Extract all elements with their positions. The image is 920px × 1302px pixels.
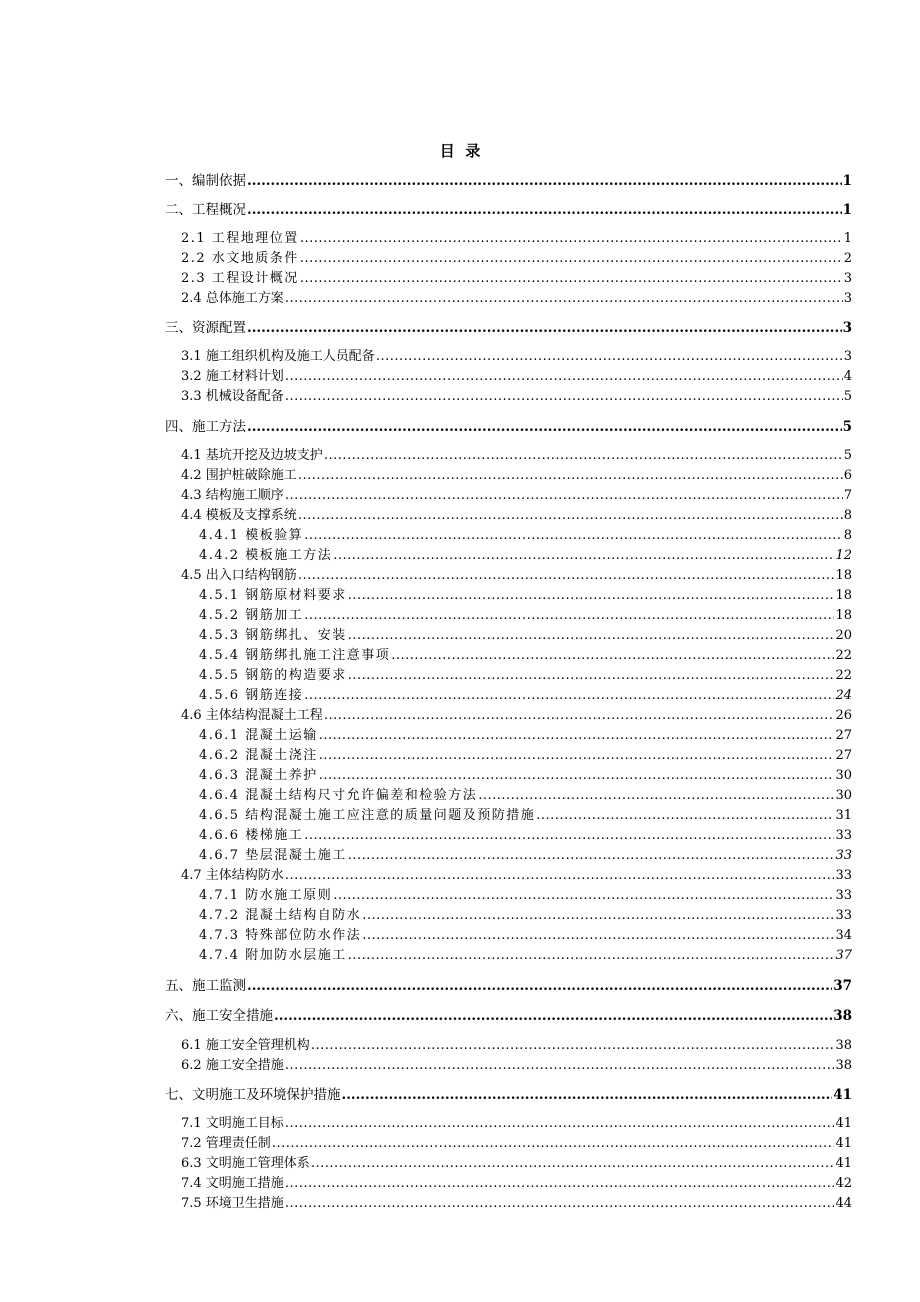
toc-entry-4-6-3[interactable] xyxy=(199,766,852,786)
toc-entry-page: 5 xyxy=(842,419,852,435)
toc-entry-7-1[interactable] xyxy=(181,1114,852,1134)
toc-entry-page: 41 xyxy=(835,1136,852,1151)
dot-leader xyxy=(285,1056,835,1076)
toc-entry-4-5-2[interactable] xyxy=(199,606,852,626)
toc-entry-label: 2.1 工程地理位置 xyxy=(181,231,299,246)
toc-entry-label: 4.6.3 混凝土养护 xyxy=(199,768,318,783)
toc-entry-4-2[interactable] xyxy=(181,466,852,486)
toc-title-text: 目 录 xyxy=(439,142,481,160)
dot-leader xyxy=(285,289,843,309)
toc-entry-1[interactable] xyxy=(165,171,852,191)
toc-entry-page: 30 xyxy=(835,768,852,783)
toc-entry-label: 4.1 基坑开挖及边坡支护 xyxy=(181,448,323,463)
dot-leader xyxy=(348,666,835,686)
toc-entry-page: 2 xyxy=(843,251,852,266)
toc-entry-label: 4.5.6 钢筋连接 xyxy=(199,688,304,703)
toc-entry-label: 4.6 主体结构混凝土工程 xyxy=(181,708,323,723)
dot-leader xyxy=(300,229,843,249)
toc-entry-label: 4.6.4 混凝土结构尺寸允许偏差和检验方法 xyxy=(199,788,478,803)
toc-entry-4-5-3[interactable] xyxy=(199,626,852,646)
toc-entry-page: 27 xyxy=(835,748,852,763)
dot-leader xyxy=(285,367,843,387)
toc-entry-page: 41 xyxy=(835,1156,852,1171)
toc-entry-7-5[interactable] xyxy=(181,1194,852,1214)
toc-entry-page: 3 xyxy=(843,291,852,306)
dot-leader xyxy=(285,1174,835,1194)
toc-entry-6-2[interactable] xyxy=(181,1056,852,1076)
toc-entry-label: 2.3 工程设计概况 xyxy=(181,271,299,286)
toc-entry-7-3[interactable] xyxy=(181,1154,852,1174)
toc-entry-label: 4.5 出入口结构钢筋 xyxy=(181,568,297,583)
dot-leader xyxy=(478,786,834,806)
toc-entry-label: 3.3 机械设备配备 xyxy=(181,389,284,404)
toc-entry-label: 4.5.4 钢筋绑扎施工注意事项 xyxy=(199,648,391,663)
dot-leader xyxy=(348,626,835,646)
toc-entry-label: 一、编制依据 xyxy=(165,173,246,189)
toc-entry-page: 26 xyxy=(835,708,852,723)
toc-entry-label: 4.4 模板及支撑系统 xyxy=(181,508,297,523)
toc-entry-page: 8 xyxy=(843,508,852,523)
toc-entry-label: 6.1 施工安全管理机构 xyxy=(181,1038,310,1053)
dot-leader xyxy=(285,1114,835,1134)
toc-entry-page: 22 xyxy=(835,648,852,663)
toc-entry-4-4-2[interactable] xyxy=(199,546,852,566)
dot-leader xyxy=(247,171,842,191)
toc-entry-label: 4.5.1 钢筋原材料要求 xyxy=(199,588,347,603)
toc-entry-page: 24 xyxy=(835,688,852,703)
toc-entry-page: 1 xyxy=(843,231,852,246)
toc-entry-page: 3 xyxy=(842,320,852,336)
dot-leader xyxy=(300,249,843,269)
toc-entry-label: 7.1 文明施工目标 xyxy=(181,1116,284,1131)
toc-entry-page: 38 xyxy=(835,1058,852,1073)
toc-entry-label: 六、施工安全措施 xyxy=(165,1008,273,1024)
toc-entry-page: 33 xyxy=(835,908,852,923)
toc-entry-label: 4.7.2 混凝土结构自防水 xyxy=(199,908,362,923)
toc-entry-page: 18 xyxy=(835,568,852,583)
toc-entry-3-1[interactable] xyxy=(181,347,852,367)
dot-leader xyxy=(304,606,834,626)
toc-entry-label: 4.6.1 混凝土运输 xyxy=(199,728,318,743)
toc-entry-5[interactable] xyxy=(165,976,852,996)
toc-entry-page: 5 xyxy=(843,448,852,463)
toc-entry-page: 27 xyxy=(835,728,852,743)
toc-entry-page: 31 xyxy=(835,808,852,823)
toc-entry-label: 4.5.5 钢筋的构造要求 xyxy=(199,668,347,683)
toc-entry-page: 33 xyxy=(835,848,852,863)
toc-entry-page: 33 xyxy=(835,888,852,903)
toc-entry-4-5-4[interactable] xyxy=(199,646,852,666)
toc-entry-label: 4.6.7 垫层混凝土施工 xyxy=(199,848,347,863)
toc-entry-page: 33 xyxy=(835,868,852,883)
toc-entry-page: 41 xyxy=(835,1116,852,1131)
toc-entry-page: 42 xyxy=(835,1176,852,1191)
toc-entry-label: 4.6.6 楼梯施工 xyxy=(199,828,304,843)
dot-leader xyxy=(319,766,835,786)
dot-leader xyxy=(311,1036,835,1056)
toc-entry-label: 4.3 结构施工顺序 xyxy=(181,488,284,503)
toc-entry-page: 22 xyxy=(835,668,852,683)
toc-entry-4-6-6[interactable] xyxy=(199,826,852,846)
toc-entry-page: 44 xyxy=(835,1196,852,1211)
toc-entry-page: 12 xyxy=(835,548,852,563)
toc-entry-page: 33 xyxy=(835,828,852,843)
toc-entry-4-5-6[interactable] xyxy=(199,686,852,706)
toc-entry-4-5-1[interactable] xyxy=(199,586,852,606)
toc-entry-3[interactable] xyxy=(165,318,852,338)
toc-entry-4[interactable] xyxy=(165,417,852,437)
toc-entry-page: 20 xyxy=(835,628,852,643)
dot-leader xyxy=(333,886,834,906)
dot-leader xyxy=(342,1085,833,1105)
dot-leader xyxy=(298,466,843,486)
toc-entry-label: 2.2 水文地质条件 xyxy=(181,251,299,266)
toc-entry-label: 3.1 施工组织机构及施工人员配备 xyxy=(181,349,375,364)
toc-entry-page: 7 xyxy=(843,488,852,503)
toc-entry-label: 4.4.2 模板施工方法 xyxy=(199,548,333,563)
toc-entry-page: 38 xyxy=(835,1038,852,1053)
toc-entry-4-6-7[interactable] xyxy=(199,846,852,866)
toc-entry-4-6-1[interactable] xyxy=(199,726,852,746)
toc-entry-label: 7.2 管理责任制 xyxy=(181,1136,271,1151)
toc-entry-4-7[interactable] xyxy=(181,866,852,886)
toc-entry-page: 6 xyxy=(843,468,852,483)
toc-entry-label: 6.2 施工安全措施 xyxy=(181,1058,284,1073)
toc-entry-label: 五、施工监测 xyxy=(165,978,246,994)
toc-entry-label: 6.3 文明施工管理体系 xyxy=(181,1156,310,1171)
toc-entry-page: 41 xyxy=(833,1087,852,1103)
dot-leader xyxy=(285,387,843,407)
toc-entry-4-6-2[interactable] xyxy=(199,746,852,766)
toc-entry-label: 4.5.2 钢筋加工 xyxy=(199,608,304,623)
toc-entry-label: 三、资源配置 xyxy=(165,320,246,336)
dot-leader xyxy=(536,806,834,826)
dot-leader xyxy=(247,200,842,220)
dot-leader xyxy=(247,318,842,338)
toc-entry-page: 1 xyxy=(842,202,852,218)
toc-entry-4-3[interactable] xyxy=(181,486,852,506)
toc-entry-page: 4 xyxy=(843,369,852,384)
dot-leader xyxy=(304,826,834,846)
toc-entry-7-2[interactable] xyxy=(181,1134,852,1154)
toc-entry-4-4-1[interactable] xyxy=(199,526,852,546)
dot-leader xyxy=(298,506,843,526)
toc-entry-label: 四、施工方法 xyxy=(165,419,246,435)
dot-leader xyxy=(274,1006,832,1026)
toc-entry-4-1[interactable] xyxy=(181,446,852,466)
dot-leader xyxy=(348,586,835,606)
toc-entry-page: 38 xyxy=(833,1008,852,1024)
dot-leader xyxy=(247,976,832,996)
toc-entry-3-2[interactable] xyxy=(181,367,852,387)
dot-leader xyxy=(348,846,835,866)
toc-entry-page: 18 xyxy=(835,608,852,623)
dot-leader xyxy=(247,417,842,437)
toc-entry-label: 七、文明施工及环境保护措施 xyxy=(165,1087,341,1103)
dot-leader xyxy=(285,866,835,886)
dot-leader xyxy=(304,526,843,546)
toc-entry-page: 30 xyxy=(835,788,852,803)
dot-leader xyxy=(348,946,835,966)
toc-entry-label: 4.4.1 模板验算 xyxy=(199,528,304,543)
dot-leader xyxy=(362,926,834,946)
dot-leader xyxy=(298,566,835,586)
toc-entry-7-4[interactable] xyxy=(181,1174,852,1194)
toc-entry-page: 34 xyxy=(835,928,852,943)
dot-leader xyxy=(319,726,835,746)
toc-entry-label: 7.5 环境卫生措施 xyxy=(181,1196,284,1211)
dot-leader xyxy=(362,906,834,926)
toc-entry-label: 4.7.4 附加防水层施工 xyxy=(199,948,347,963)
toc-entry-2[interactable] xyxy=(165,200,852,220)
toc-entry-4-5[interactable] xyxy=(181,566,852,586)
dot-leader xyxy=(285,1194,835,1214)
toc-entry-page: 5 xyxy=(843,389,852,404)
toc-entry-4-6-4[interactable] xyxy=(199,786,852,806)
toc-entry-page: 18 xyxy=(835,588,852,603)
toc-entry-label: 4.6.2 混凝土浇注 xyxy=(199,748,318,763)
toc-entry-label: 二、工程概况 xyxy=(165,202,246,218)
toc-entry-label: 4.6.5 结构混凝土施工应注意的质量问题及预防措施 xyxy=(199,808,536,823)
dot-leader xyxy=(272,1134,835,1154)
toc-entry-4-7-2[interactable] xyxy=(199,906,852,926)
dot-leader xyxy=(324,706,835,726)
toc-entry-2-4[interactable] xyxy=(181,289,852,309)
dot-leader xyxy=(319,746,835,766)
toc-entry-4-4[interactable] xyxy=(181,506,852,526)
toc-entry-label: 2.4 总体施工方案 xyxy=(181,291,284,306)
toc-entry-2-1[interactable] xyxy=(181,229,852,249)
toc-entry-4-6-5[interactable] xyxy=(199,806,852,826)
dot-leader xyxy=(311,1154,835,1174)
dot-leader xyxy=(391,646,834,666)
toc-entry-page: 3 xyxy=(843,349,852,364)
toc-entry-4-7-4[interactable] xyxy=(199,946,852,966)
toc-entry-page: 37 xyxy=(835,948,852,963)
toc-entry-page: 1 xyxy=(842,173,852,189)
toc-entry-4-7-3[interactable] xyxy=(199,926,852,946)
toc-entry-label: 7.4 文明施工措施 xyxy=(181,1176,284,1191)
dot-leader xyxy=(304,686,834,706)
toc-entry-6-1[interactable] xyxy=(181,1036,852,1056)
toc-entry-page: 3 xyxy=(843,271,852,286)
dot-leader xyxy=(300,269,843,289)
toc-entry-page: 8 xyxy=(843,528,852,543)
dot-leader xyxy=(333,546,834,566)
toc-entry-7[interactable] xyxy=(165,1085,852,1105)
toc-entry-label: 3.2 施工材料计划 xyxy=(181,369,284,384)
toc-entry-3-3[interactable] xyxy=(181,387,852,407)
toc-entry-2-2[interactable] xyxy=(181,249,852,269)
toc-entry-6[interactable] xyxy=(165,1006,852,1026)
dot-leader xyxy=(324,446,843,466)
toc-entry-4-5-5[interactable] xyxy=(199,666,852,686)
toc-entry-label: 4.2 围护桩破除施工 xyxy=(181,468,297,483)
toc-entry-label: 4.7.1 防水施工原则 xyxy=(199,888,333,903)
toc-entry-label: 4.7 主体结构防水 xyxy=(181,868,284,883)
toc-entry-label: 4.7.3 特殊部位防水作法 xyxy=(199,928,362,943)
toc-entry-4-6[interactable] xyxy=(181,706,852,726)
dot-leader xyxy=(285,486,843,506)
toc-entry-2-3[interactable] xyxy=(181,269,852,289)
toc-entry-4-7-1[interactable] xyxy=(199,886,852,906)
toc-entry-label: 4.5.3 钢筋绑扎、安装 xyxy=(199,628,347,643)
toc-entry-page: 37 xyxy=(833,978,852,994)
dot-leader xyxy=(376,347,843,367)
